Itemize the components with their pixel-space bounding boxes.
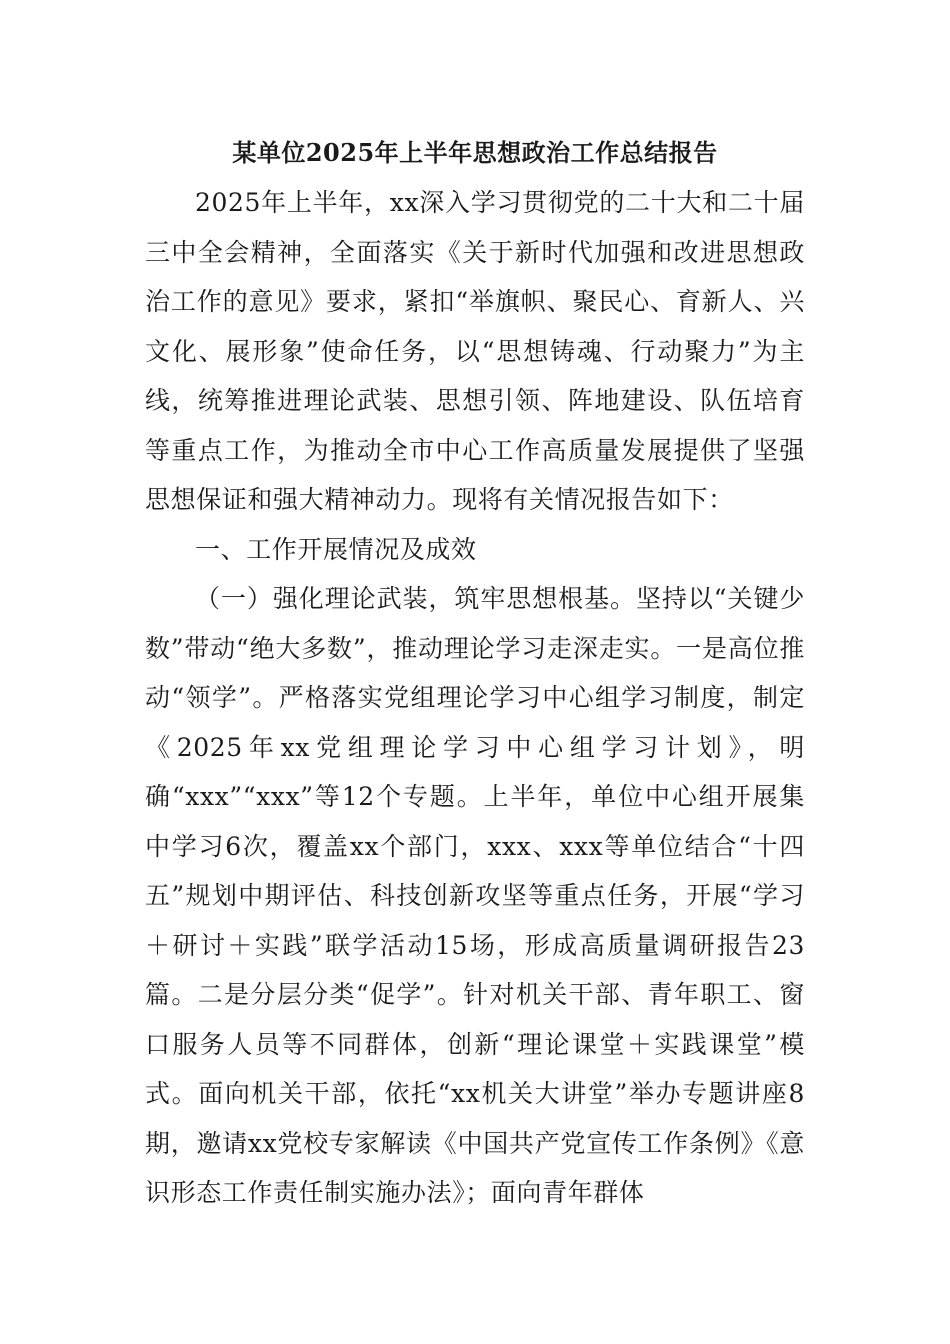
document-title: 某单位2025年上半年思想政治工作总结报告: [232, 138, 718, 167]
section-paragraph: （一）强化理论武装，筑牢思想根基。坚持以“关键少数”带动“绝大多数”，推动理论学习走深走实。一是高位推动“领学”。严格落实党组理论学习中心组学习制度，制定《2025年xx党组理论学习中心组学习计划》，明确“xxx”“xxx”等12个专题。上半年，单位中心组开展集中学习6次，覆盖xx个部门，xxx、xxx等单位结合“十四五”规划中期评估、科技创新攻坚等重点任务，开展“学习＋研讨＋实践”联学活动15场，形成高质量调研报告23篇。二是分层分类“促学”。针对机关干部、青年职工、窗口服务人员等不同群体，创新“理论课堂＋实践课堂”模式。面向机关干部，依托“xx机关大讲堂”举办专题讲座8期，邀请xx党校专家解读《中国共产党宣传工作条例》《意识形态工作责任制实施办法》；面向青年群体: [145, 584, 805, 1207]
document-page: [145, 128, 805, 1218]
section-heading: 一、工作开展情况及成效: [195, 534, 477, 564]
intro-paragraph: 2025年上半年，xx深入学习贯彻党的二十大和二十届三中全会精神，全面落实《关于新时代加强和改进思想政治工作的意见》要求，紧扣“举旗帜、聚民心、育新人、兴文化、展形象”使命任务，以“思想铸魂、行动聚力”为主线，统筹推进理论武装、思想引领、阵地建设、队伍培育等重点工作，为推动全市中心工作高质量发展提供了坚强思想保证和强大精神动力。现将有关情况报告如下：: [145, 188, 805, 514]
